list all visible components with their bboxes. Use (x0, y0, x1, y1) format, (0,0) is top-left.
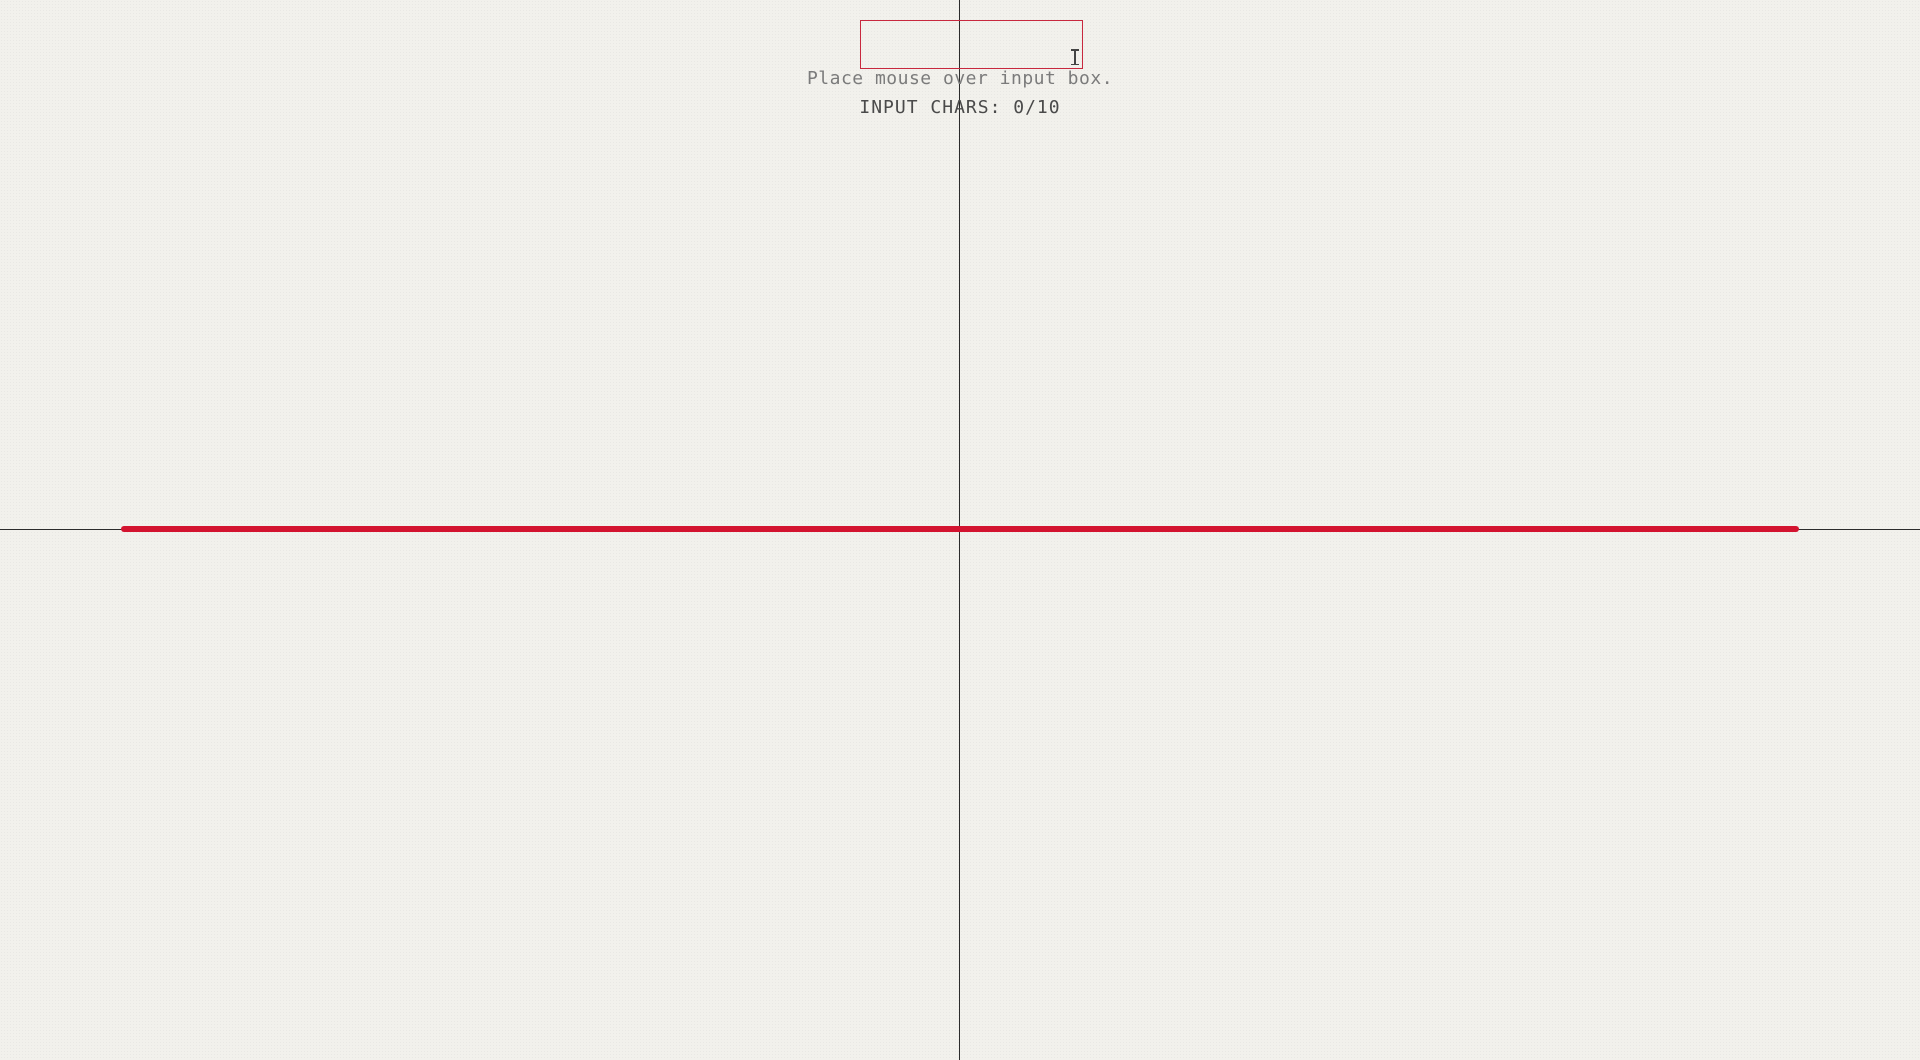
input-char-counter: INPUT CHARS: 0/10 (859, 97, 1061, 118)
hint-text: Place mouse over input box. (806, 68, 1114, 89)
signal-line (121, 526, 1799, 532)
text-input-box[interactable] (860, 20, 1083, 69)
i-beam-cursor-icon (1071, 49, 1079, 65)
